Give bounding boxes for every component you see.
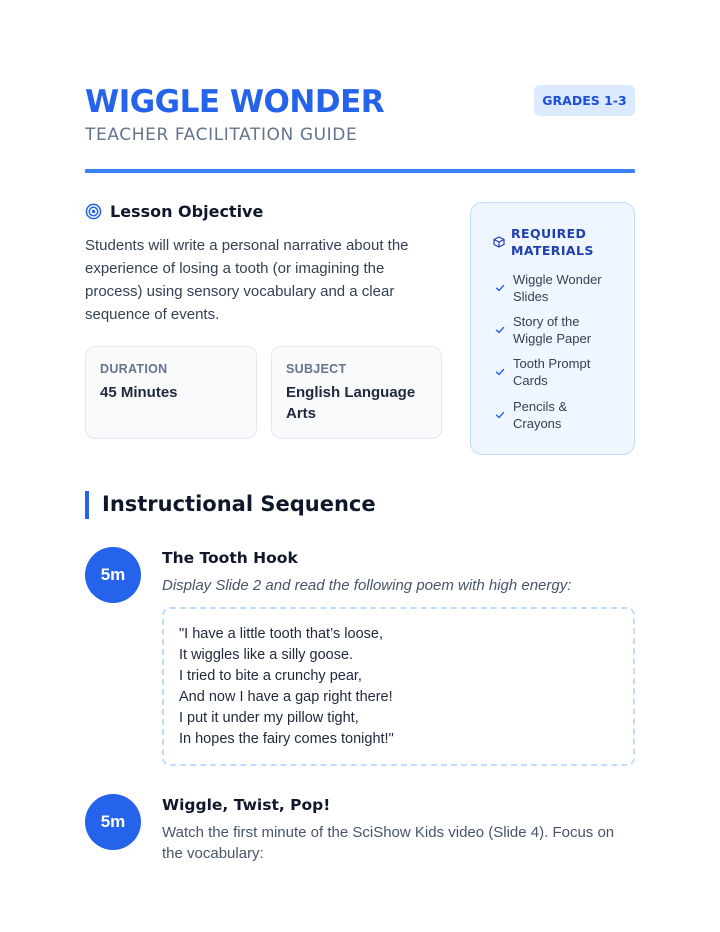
target-icon	[85, 203, 102, 220]
materials-item	[495, 355, 613, 389]
subject-card	[271, 346, 442, 439]
check-icon	[495, 325, 505, 335]
objective-heading	[85, 202, 263, 221]
poem-line: "I have a little tooth that’s loose,	[179, 626, 383, 642]
section-title: Instructional Sequence	[102, 492, 376, 516]
step-title: The Tooth Hook	[162, 549, 298, 567]
check-icon	[495, 283, 505, 293]
duration-value: 45 Minutes	[100, 384, 178, 401]
objective-title: Lesson Objective	[110, 202, 264, 221]
materials-item-label: Wiggle Wonder Slides	[513, 272, 602, 304]
poem-line: In hopes the fairy comes tonight!"	[179, 731, 394, 747]
poem-line: It wiggles like a silly goose.	[179, 647, 354, 663]
section-accent-bar	[85, 491, 89, 519]
step-time-badge: 5m	[85, 547, 141, 603]
duration-card	[85, 346, 257, 439]
poem-box	[162, 607, 635, 766]
materials-heading	[493, 225, 621, 259]
subject-value: English Language Arts	[286, 384, 416, 422]
duration-label: DURATION	[100, 362, 168, 376]
poem-line: And now I have a gap right there!	[179, 689, 393, 705]
materials-item	[495, 398, 613, 432]
check-icon	[495, 410, 505, 420]
header-divider	[85, 169, 635, 173]
materials-panel	[470, 202, 635, 455]
materials-item-label: Story of the Wiggle Paper	[513, 314, 592, 346]
objective-text: Students will write a personal narrative about the experience of losing a tooth (or imagining the process) using sensory vocabulary and a clear sequence of events.	[85, 237, 409, 323]
poem-line: I tried to bite a crunchy pear,	[179, 668, 362, 684]
step-description: Watch the first minute of the SciShow Kids video (Slide 4). Focus on the vocabulary:	[162, 824, 615, 862]
subject-label: SUBJECT	[286, 362, 347, 376]
grade-badge: GRADES 1-3	[534, 85, 635, 116]
materials-item	[495, 271, 613, 305]
step-time-badge: 5m	[85, 794, 141, 850]
page-subtitle: TEACHER FACILITATION GUIDE	[85, 125, 358, 145]
check-icon	[495, 367, 505, 377]
box-icon	[493, 236, 505, 248]
materials-item-label: Tooth Prompt Cards	[513, 356, 591, 388]
step-description: Display Slide 2 and read the following poem with high energy:	[162, 577, 572, 594]
step-title: Wiggle, Twist, Pop!	[162, 796, 331, 814]
materials-item	[495, 313, 613, 347]
page-title: WIGGLE WONDER	[85, 84, 385, 120]
materials-item-label: Pencils & Crayons	[513, 399, 568, 431]
poem-line: I put it under my pillow tight,	[179, 710, 359, 726]
materials-title: REQUIRED MATERIALS	[511, 226, 594, 258]
